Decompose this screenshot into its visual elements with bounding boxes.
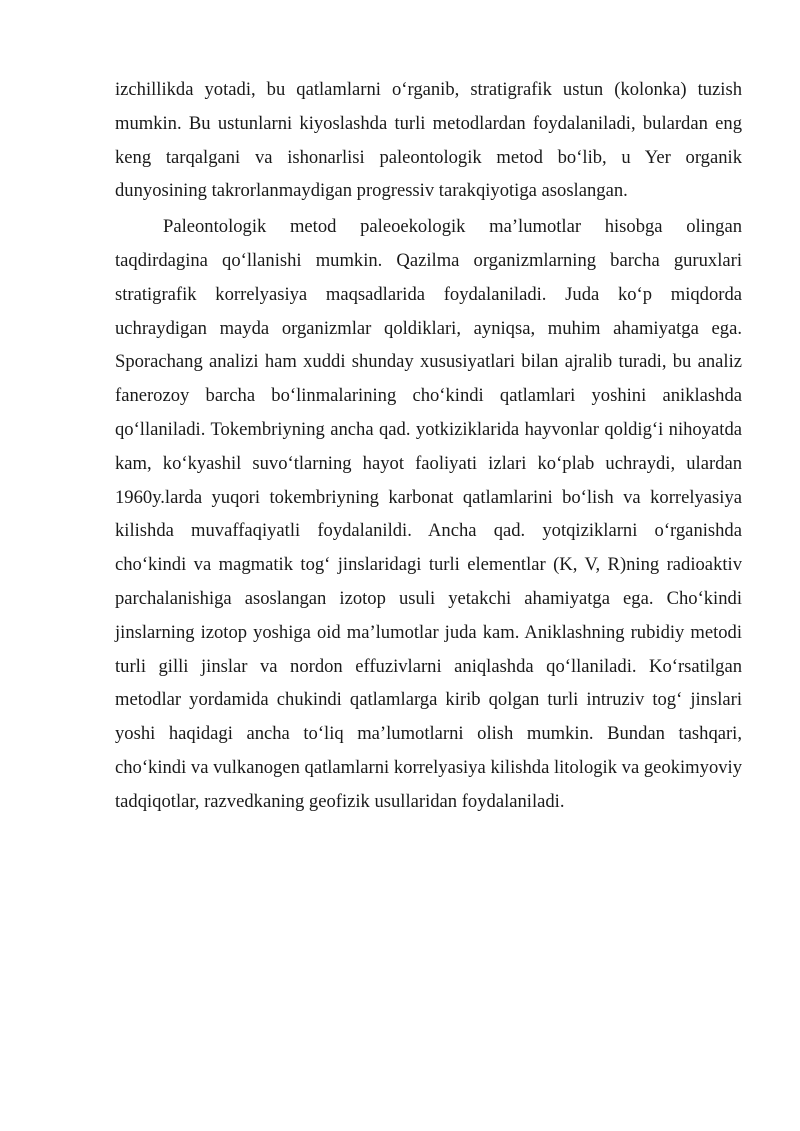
document-page [115, 73, 742, 819]
paragraph-continuation: izchillikda yotadi, bu qatlamlarni o‘rganib, stratigrafik ustun (kolonka) tuzish mumkin. Bu ustunlarni kiyoslashda turli metodlardan foydalaniladi, bulardan eng keng tarqalgani va ishonarlisi paleontologik metod bo‘lib, u Yer organik dunyosining takrorlanmaydigan progressiv tarakqiyotiga asoslangan. [115, 79, 742, 202]
paragraph-paleontological-method: Paleontologik metod paleoekologik ma’lumotlar hisobga olingan taqdirdagina qo‘llanishi mumkin. Qazilma organizmlarning barcha guruxlari stratigrafik korrelyasiya maqsadlarida foydalaniladi. Juda ko‘p miqdorda uchraydigan mayda organizmlar qoldiklari, ayniqsa, muhim ahamiyatga ega. Sporachang analizi ham xuddi shunday xususiyatlari bilan ajralib turadi, bu analiz fanerozoy barcha bo‘linmalarining cho‘kindi qatlamlari yoshini aniklashda qo‘llaniladi. Tokembriyning ancha qad. yotkiziklarida hayvonlar qoldig‘i nihoyatda kam, ko‘kyashil suvo‘tlarning hayot faoliyati izlari ko‘plab uchraydi, ulardan 1960y.larda yuqori tokembriyning karbonat qatlamlarini bo‘lish va korrelyasiya kilishda muvaffaqiyatli foydalanildi. Ancha qad. yotqiziklarni o‘rganishda cho‘kindi va magmatik tog‘ jinslaridagi turli elementlar (K, V, R)ning radioaktiv parchalanishiga asoslangan izotop usuli yetakchi ahamiyatga ega. Cho‘kindi jinslarning izotop yoshiga oid ma’lumotlar juda kam. Aniklashning rubidiy metodi turli gilli jinslar va nordon effuzivlarni aniqlashda qo‘llaniladi. Ko‘rsatilgan metodlar yordamida chukindi qatlamlarga kirib qolgan turli intruziv tog‘ jinslari yoshi haqidagi ancha to‘liq ma’lumotlarni olish mumkin. Bundan tashqari, cho‘kindi va vulkanogen qatlamlarni korrelyasiya kilishda litologik va geokimyoviy tadqiqotlar, razvedkaning geofizik usullaridan foydalaniladi. [115, 216, 742, 812]
